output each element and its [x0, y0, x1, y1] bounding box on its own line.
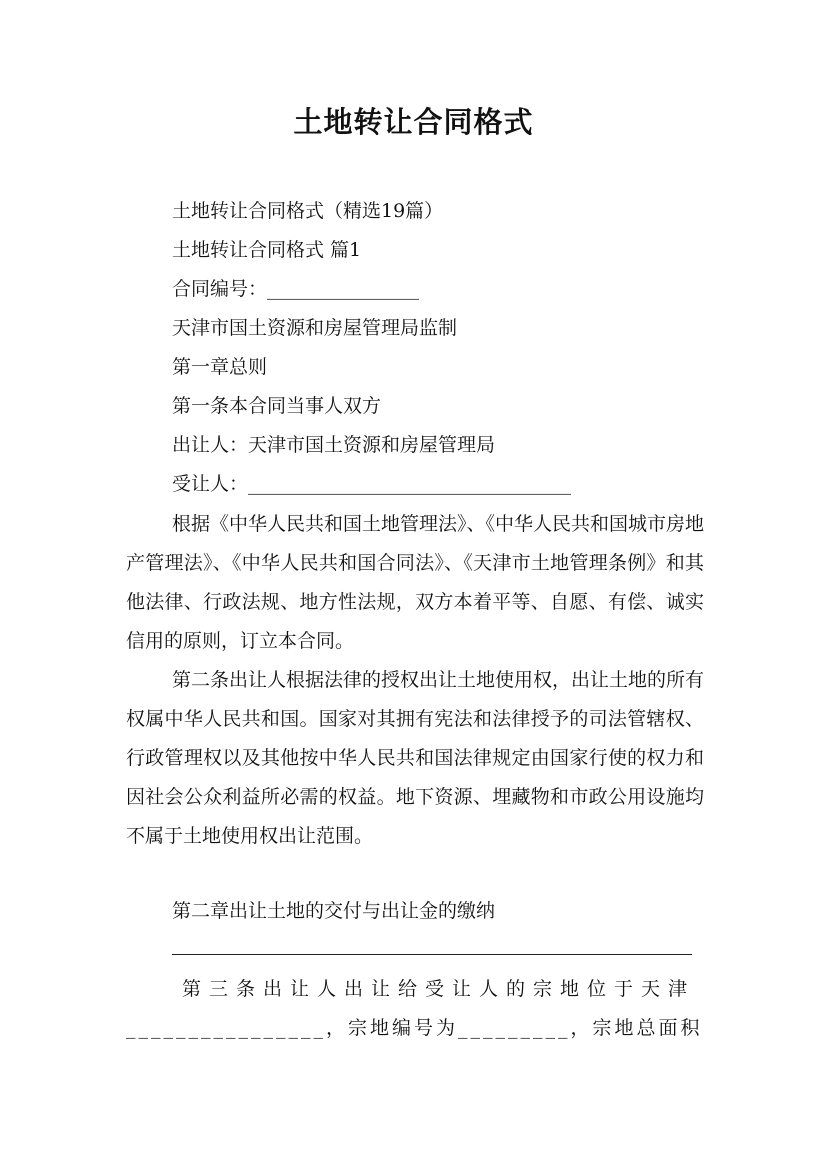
clause-one: 第一条本合同当事人双方: [172, 395, 382, 417]
clause-three-line-one: 第三条出让人出让给受让人的宗地位于天津: [182, 978, 696, 1000]
contract-number: 合同编号：________________: [172, 278, 420, 300]
document-subtitle: 土地转让合同格式（精选19篇）: [172, 200, 444, 222]
document-title: 土地转让合同格式: [293, 105, 534, 139]
clause-three-line-two: ________________，宗地编号为_________，宗地总面积: [126, 1017, 703, 1039]
article-label: 土地转让合同格式 篇1: [172, 239, 362, 261]
blank-underline: [172, 954, 692, 955]
basis-paragraph: 根据《中华人民共和国土地管理法》、《中华人民共和国城市房地产管理法》、《中华人民共和国合同法》、《天津市土地管理条例》和其他法律、行政法规、地方性法规，双方本着平等、自愿、有偿、诚实信用的原则，订立本合同。: [126, 513, 705, 652]
clause-two-paragraph: 第二条出让人根据法律的授权出让土地使用权，出让土地的所有权属中华人民共和国。国家对其拥有宪法和法律授予的司法管辖权、行政管理权以及其他按中华人民共和国法律规定由国家行使的权力和因社会公众利益所必需的权益。地下资源、埋藏物和市政公用设施均不属于土地使用权出让范围。: [126, 669, 705, 847]
chapter-two-heading: 第二章出让土地的交付与出让金的缴纳: [172, 900, 496, 922]
assignor-line: 出让人：天津市国土资源和房屋管理局: [172, 434, 496, 456]
supervisor-line: 天津市国土资源和房屋管理局监制: [172, 317, 458, 339]
assignee-line: 受让人：__________________________________: [172, 473, 572, 495]
chapter-one-heading: 第一章总则: [172, 356, 268, 378]
